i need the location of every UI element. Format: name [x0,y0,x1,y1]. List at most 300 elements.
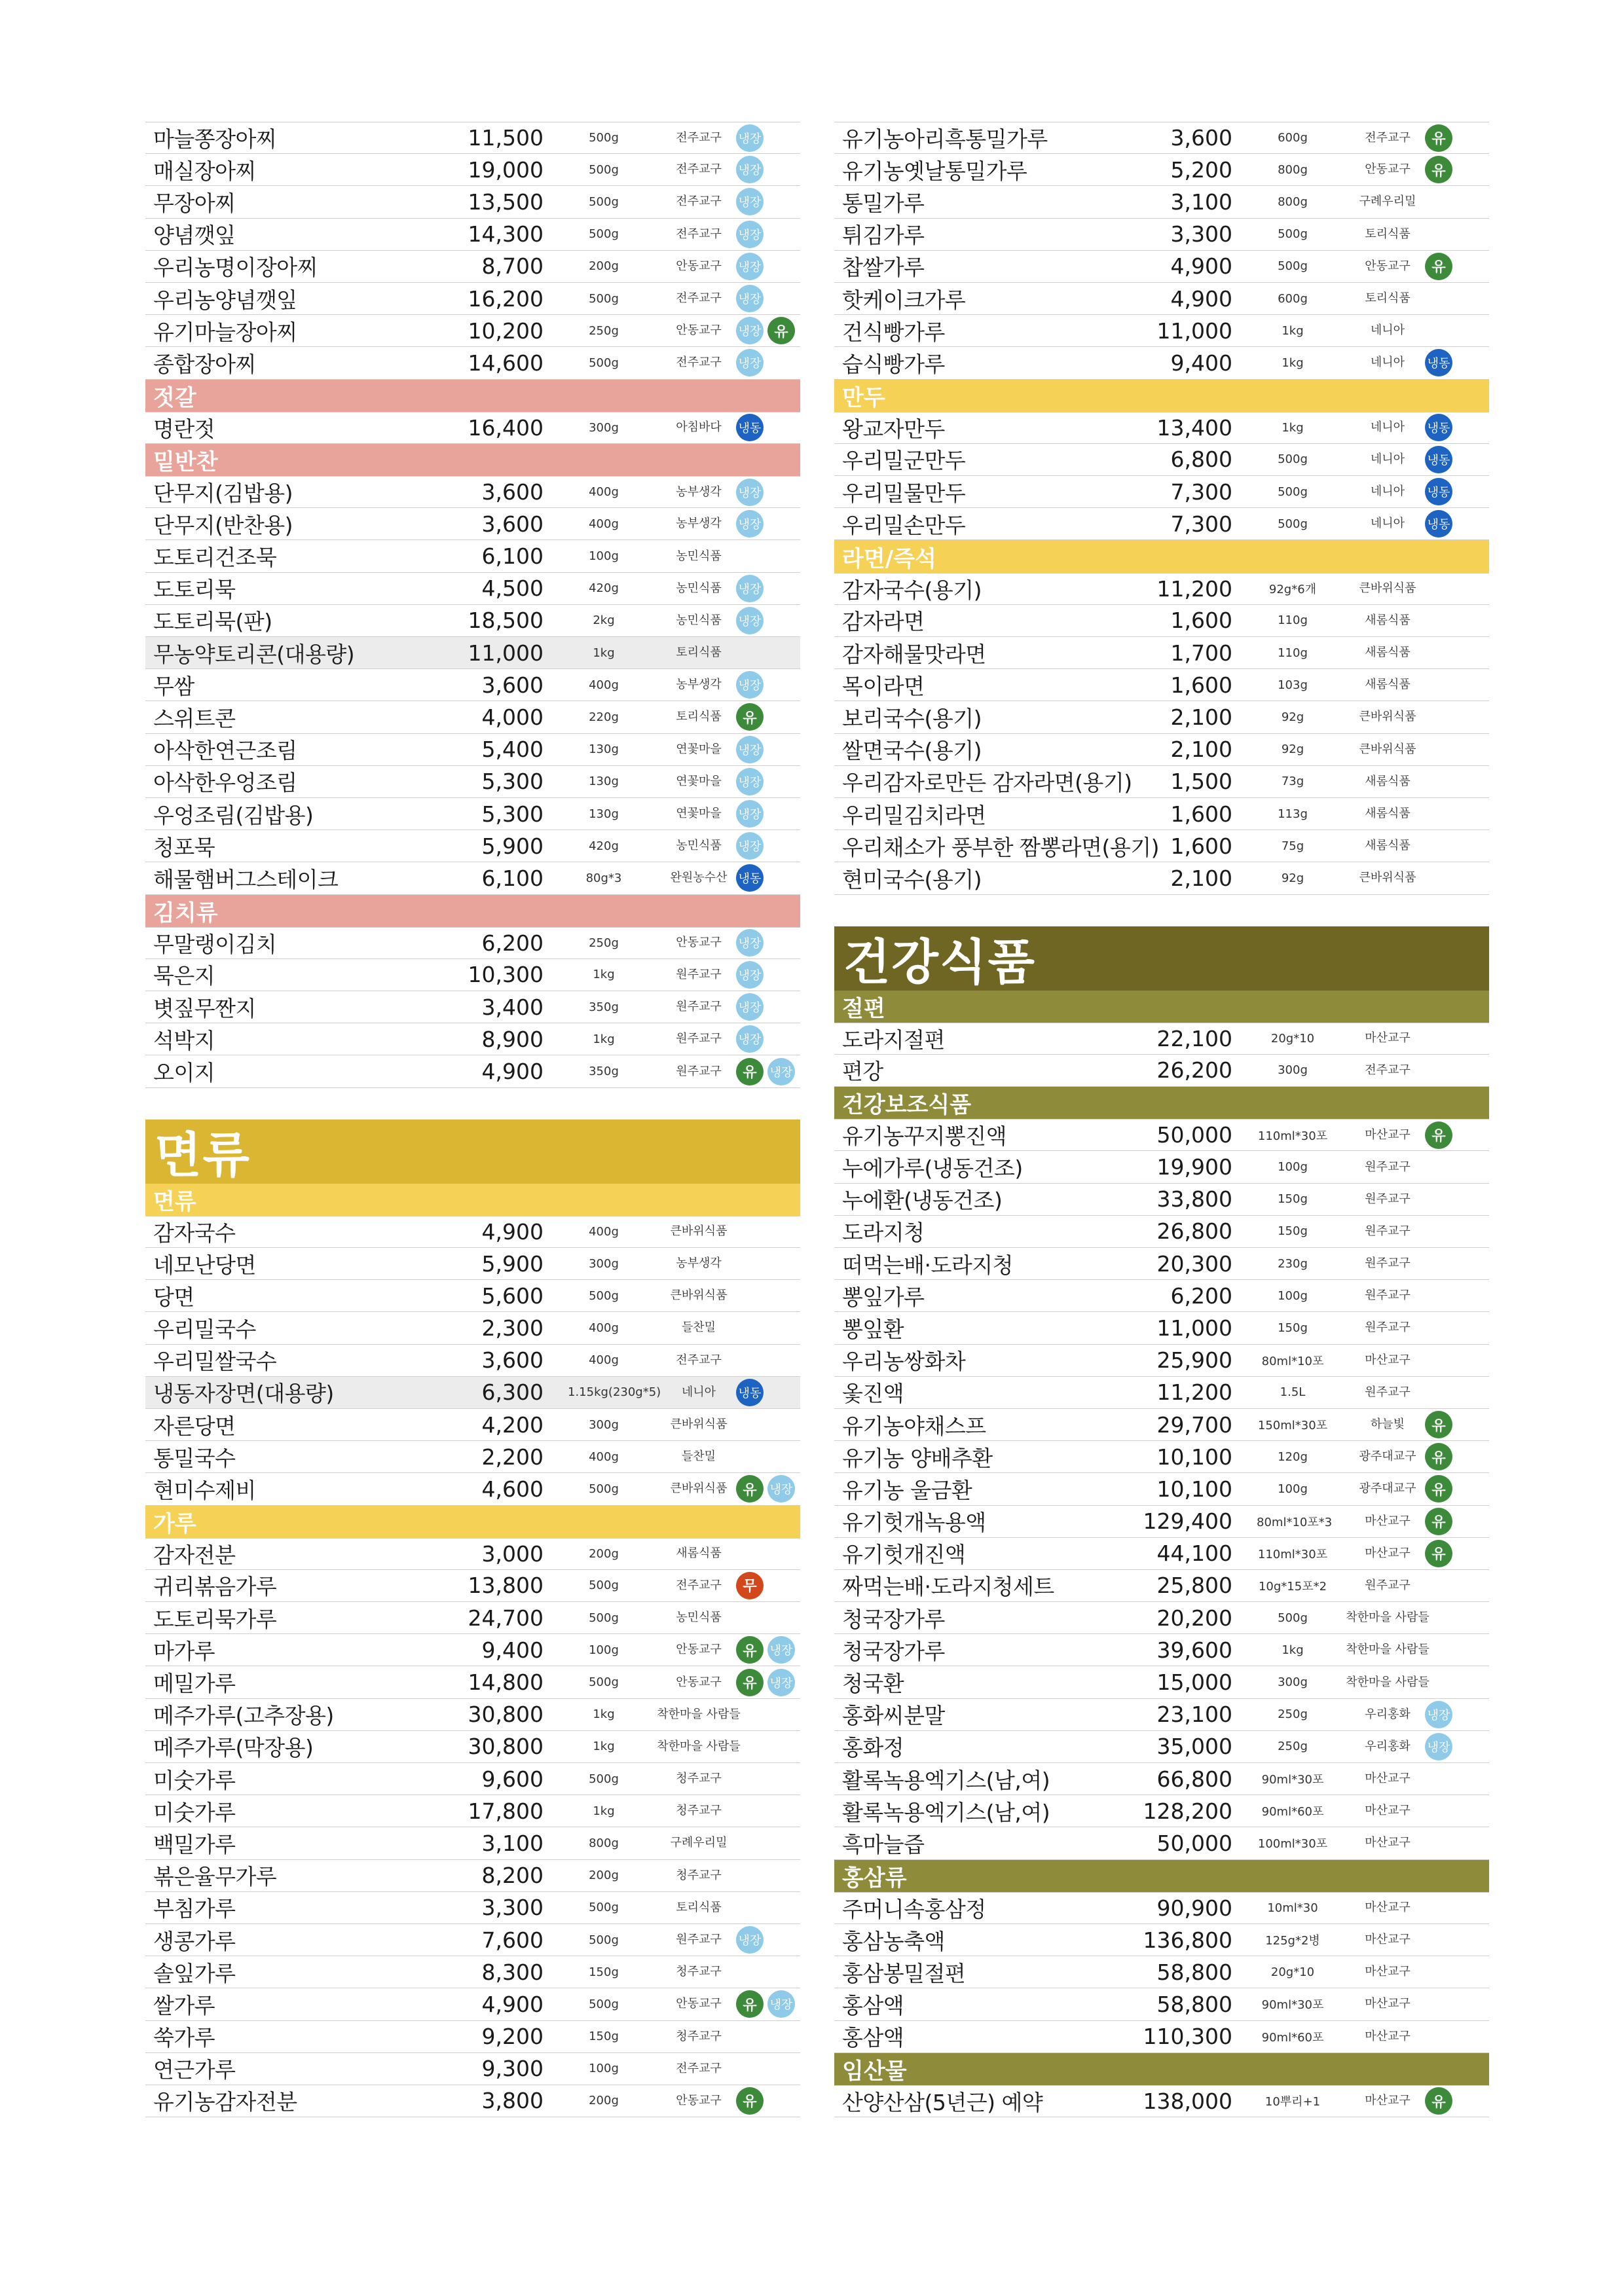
badge-group [736,864,764,892]
left-column [145,122,800,2117]
badge-group [736,575,764,602]
product-maker: 전주교구 [1365,130,1411,145]
product-unit: 500g [589,355,619,370]
product-price: 8,300 [481,1959,544,1985]
product-row [145,766,800,798]
product-row [145,1280,800,1312]
product-price: 6,300 [481,1379,544,1406]
product-name: 유기헛개녹용액 [842,1510,986,1536]
badge-group [736,671,764,699]
organic-badge-icon: 유 [1425,1540,1452,1567]
product-maker: 농민식품 [676,581,722,595]
badge-group [1425,1540,1452,1567]
product-price: 6,200 [1170,1283,1232,1309]
product-name: 도라지청 [842,1220,925,1246]
product-name: 감자라면 [842,609,925,635]
product-name: 무농약토리콘(대용량) [153,641,355,667]
product-name: 우리농명이장아찌 [153,255,318,281]
badge-group [736,479,764,506]
badge-group [736,1058,795,1085]
badge-group [1425,478,1452,505]
product-price: 6,800 [1170,446,1232,473]
product-maker: 우리홍화 [1365,1739,1411,1753]
product-name: 누에가루(냉동건조) [842,1156,1023,1182]
product-row [834,1666,1489,1698]
category-header: 김치류 [145,895,800,927]
product-maker: 안동교구 [676,1675,722,1689]
product-price: 3,600 [481,479,544,505]
product-name: 홍삼액 [842,1992,904,2018]
product-unit: 500g [589,194,619,209]
product-unit: 150g [589,1965,619,1979]
product-maker: 마산교구 [1365,1514,1411,1528]
product-maker: 안동교구 [1365,259,1411,273]
product-name: 도라지절편 [842,1027,945,1053]
category-header: 가루 [145,1506,800,1538]
product-price: 4,900 [481,1059,544,1085]
fridge-badge-icon: 냉장 [767,1636,795,1664]
product-price: 8,200 [481,1863,544,1889]
fridge-badge-icon: 냉장 [736,221,764,248]
product-maker: 전주교구 [676,194,722,209]
product-name: 유기농야채스프 [842,1413,986,1439]
product-unit: 100ml*30포 [1257,1837,1328,1851]
frozen-badge-icon: 냉동 [1425,478,1452,505]
product-maker: 마산교구 [1365,1031,1411,1046]
product-unit: 1kg [593,1032,615,1046]
product-name: 편강 [842,1059,883,1085]
product-name: 자른당면 [153,1413,236,1439]
product-unit: 300g [589,1256,619,1271]
product-name: 매실장아찌 [153,158,256,184]
product-row [145,1312,800,1344]
product-row [834,1023,1489,1055]
product-price: 6,100 [481,865,544,891]
product-row [145,1345,800,1377]
product-row [145,734,800,766]
product-price: 4,200 [481,1412,544,1438]
category-header: 라면/즉석 [834,540,1489,572]
product-maker: 원주교구 [676,1933,722,1947]
product-name: 튀김가루 [842,223,925,249]
product-maker: 토리식품 [676,1900,722,1914]
badge-group [1425,1475,1452,1503]
product-unit: 2kg [593,613,615,628]
product-price: 16,400 [468,414,544,441]
product-name: 도토리묵 [153,577,236,603]
product-unit: 10g*15포*2 [1258,1579,1327,1594]
badge-group [736,317,795,344]
fridge-badge-icon: 냉장 [736,317,764,344]
frozen-badge-icon: 냉동 [736,1379,764,1406]
product-maker: 광주대교구 [1359,1482,1416,1496]
product-maker: 큰바위식품 [670,1417,728,1432]
product-name: 쌀면국수(용기) [842,738,982,764]
organic-badge-icon: 유 [1425,253,1452,280]
product-name: 건식빵가루 [842,319,945,345]
product-unit: 10뿌리+1 [1264,2095,1321,2109]
product-row [145,122,800,154]
product-name: 습식빵가루 [842,351,945,377]
product-price: 5,300 [481,769,544,795]
product-name: 통밀국수 [153,1445,236,1471]
organic-badge-icon: 유 [1425,1121,1452,1149]
product-name: 석박지 [153,1027,215,1053]
category-header: 젓갈 [145,380,800,412]
badge-group [1425,446,1452,473]
product-price: 22,100 [1156,1025,1232,1051]
badge-group [736,736,764,763]
product-maker: 큰바위식품 [670,1224,728,1239]
product-price: 3,000 [481,1540,544,1567]
product-unit: 400g [589,1353,619,1368]
product-row [145,1666,800,1698]
product-name: 홍화정 [842,1735,904,1761]
product-unit: 150g [589,2030,619,2044]
badge-group [736,1990,795,2018]
product-name: 홍화씨분말 [842,1703,945,1729]
organic-badge-icon: 유 [1425,1508,1452,1535]
product-row [834,2021,1489,2053]
product-unit: 800g [1278,194,1308,209]
product-price: 7,300 [1170,479,1232,505]
product-price: 4,600 [481,1476,544,1502]
product-price: 5,200 [1170,156,1232,183]
product-maker: 네니아 [1370,517,1405,531]
organic-badge-icon: 유 [736,1636,764,1664]
product-maker: 큰바위식품 [1359,742,1416,756]
product-name: 쌀가루 [153,1992,215,2018]
frozen-badge-icon: 냉동 [1425,510,1452,538]
product-row [145,701,800,733]
product-row [834,1055,1489,1087]
product-price: 2,100 [1170,704,1232,730]
product-maker: 원주교구 [676,1032,722,1046]
product-row [145,830,800,862]
badge-group [736,124,764,152]
badge-group [736,510,764,538]
product-row [834,1827,1489,1859]
product-maker: 연꽃마을 [676,742,722,756]
product-maker: 착한마을 사람들 [657,1739,741,1753]
product-row [834,1151,1489,1183]
product-row [145,508,800,540]
product-row [834,766,1489,798]
frozen-badge-icon: 냉동 [736,414,764,441]
badge-group [736,253,764,280]
product-row [145,1216,800,1248]
product-name: 메주가루(막장용) [153,1735,314,1761]
section-title: 면류 [145,1120,800,1184]
product-unit: 100g [1278,1482,1308,1496]
fridge-badge-icon: 냉장 [736,800,764,828]
product-maker: 착한마을 사람들 [1346,1675,1430,1689]
product-price: 1,600 [1170,833,1232,859]
product-name: 짜먹는배·도라지청세트 [842,1574,1054,1600]
product-price: 24,700 [468,1605,544,1631]
category-header: 임산물 [834,2053,1489,2085]
product-price: 11,000 [468,640,544,666]
product-price: 20,200 [1156,1605,1232,1631]
product-unit: 500g [589,1288,619,1303]
product-name: 부침가루 [153,1896,236,1922]
badge-group [1425,1701,1452,1728]
organic-badge-icon: 유 [736,703,764,731]
product-row [834,605,1489,637]
product-row [145,927,800,959]
fridge-badge-icon: 냉장 [736,993,764,1021]
product-name: 유기농감자전분 [153,2089,297,2115]
product-name: 단무지(반찬용) [153,512,293,538]
product-unit: 73g [1281,774,1304,789]
product-row [834,1184,1489,1216]
free-badge-icon: 무 [736,1572,764,1599]
badge-group [736,1025,764,1053]
product-name: 무말랭이김치 [153,931,277,957]
product-unit: 1kg [1282,323,1304,338]
product-unit: 400g [589,517,619,531]
product-price: 11,000 [1156,318,1232,344]
product-maker: 네니아 [681,1385,716,1399]
product-row [834,154,1489,186]
product-name: 청국환 [842,1671,904,1697]
product-unit: 150g [1278,1321,1308,1335]
badge-group [736,800,764,828]
fridge-badge-icon: 냉장 [767,1990,795,2018]
product-price: 7,600 [481,1927,544,1953]
product-unit: 90ml*60포 [1261,1805,1324,1819]
product-unit: 350g [589,1065,619,1079]
product-maker: 우리홍화 [1365,1707,1411,1721]
product-maker: 전주교구 [676,162,722,177]
product-maker: 안동교구 [676,936,722,950]
product-maker: 농부생각 [676,517,722,531]
product-name: 우리밀국수 [153,1316,256,1342]
product-row [834,1441,1489,1473]
product-maker: 마산교구 [1365,2094,1411,2108]
product-maker: 청주교구 [676,1804,722,1818]
product-maker: 마산교구 [1365,1997,1411,2011]
product-price: 129,400 [1143,1508,1232,1535]
product-row [145,1538,800,1570]
product-maker: 청주교구 [676,1965,722,1979]
product-unit: 1kg [1282,355,1304,370]
product-unit: 300g [1278,1675,1308,1690]
product-unit: 130g [589,807,619,821]
product-name: 감자해물맛라면 [842,641,986,667]
product-unit: 420g [589,581,619,596]
product-name: 왕교자만두 [842,416,945,442]
product-name: 홍삼봉밀절편 [842,1960,966,1986]
product-row [834,1473,1489,1505]
product-price: 33,800 [1156,1186,1232,1212]
product-maker: 네니아 [1370,323,1405,338]
product-price: 20,300 [1156,1250,1232,1277]
product-name: 유기농옛날통밀가루 [842,158,1027,184]
product-row [834,1988,1489,2020]
product-maker: 전주교구 [676,2061,722,2075]
product-name: 도토리건조묵 [153,545,277,571]
product-name: 찹쌀가루 [842,255,925,281]
product-unit: 400g [589,485,619,500]
product-name: 홍삼액 [842,2025,904,2051]
badge-group [736,156,764,183]
product-price: 9,200 [481,2024,544,2050]
product-maker: 농민식품 [676,1611,722,1625]
product-unit: 130g [589,774,619,789]
product-name: 유기농 울금환 [842,1477,972,1503]
product-price: 14,800 [468,1669,544,1696]
product-name: 귀리볶음가루 [153,1574,277,1600]
product-maker: 하늘빛 [1370,1417,1405,1432]
product-name: 마가루 [153,1638,215,1664]
product-name: 유기농 양배추환 [842,1445,993,1471]
product-price: 3,300 [1170,221,1232,247]
product-price: 13,500 [468,189,544,215]
product-unit: 500g [589,1675,619,1690]
organic-badge-icon: 유 [1425,156,1452,183]
product-row [834,734,1489,766]
product-name: 감자전분 [153,1542,236,1568]
product-row [145,1795,800,1827]
product-unit: 150ml*30포 [1257,1419,1328,1433]
product-maker: 큰바위식품 [670,1288,728,1303]
product-maker: 새롬식품 [1365,646,1411,660]
badge-group [736,703,764,731]
product-price: 6,100 [481,543,544,570]
product-name: 도토리묵가루 [153,1606,277,1632]
product-price: 4,900 [481,1991,544,2017]
organic-badge-icon: 유 [1425,1475,1452,1503]
product-name: 뽕잎가루 [842,1284,925,1310]
product-price: 50,000 [1156,1830,1232,1856]
product-price: 2,100 [1170,865,1232,891]
product-unit: 420g [589,839,619,853]
product-maker: 원주교구 [1365,1256,1411,1271]
product-name: 볏짚무짠지 [153,995,256,1021]
product-name: 무쌈 [153,673,194,699]
product-price: 5,300 [481,801,544,827]
fridge-badge-icon: 냉장 [736,929,764,957]
product-name: 우리밀물만두 [842,480,966,506]
product-row [834,1538,1489,1570]
product-name: 우리밀김치라면 [842,802,986,828]
category-header: 홍삼류 [834,1860,1489,1892]
product-maker: 아침바다 [676,420,722,435]
product-unit: 500g [1278,484,1308,499]
organic-badge-icon: 유 [1425,124,1452,152]
product-maker: 청주교구 [676,1868,722,1882]
product-name: 아삭한연근조림 [153,738,297,764]
product-row [834,1892,1489,1924]
product-name: 스위트콘 [153,705,236,731]
product-price: 3,800 [481,2088,544,2114]
product-maker: 전주교구 [676,1578,722,1592]
product-row [145,412,800,444]
product-maker: 완원농수산 [670,871,728,885]
product-row [145,798,800,830]
product-row [145,2053,800,2085]
product-name: 유기헛개진액 [842,1542,966,1568]
badge-group [736,188,764,215]
product-name: 미숫가루 [153,1767,236,1793]
product-price: 3,600 [481,672,544,698]
product-row [145,1377,800,1409]
product-maker: 원주교구 [676,1000,722,1014]
product-unit: 1kg [1282,1643,1304,1657]
product-name: 메주가루(고추장용) [153,1703,334,1729]
category-header: 면류 [145,1184,800,1216]
product-price: 39,600 [1156,1637,1232,1663]
product-maker: 마산교구 [1365,1933,1411,1947]
product-unit: 500g [589,1772,619,1786]
product-row [834,830,1489,862]
product-row [834,476,1489,508]
product-row [145,1473,800,1505]
product-name: 솔잎가루 [153,1960,236,1986]
product-price: 25,800 [1156,1573,1232,1599]
product-price: 19,900 [1156,1154,1232,1180]
badge-group [736,1475,795,1503]
product-row [145,1860,800,1892]
product-maker: 구례우리밀 [1359,194,1416,209]
product-unit: 300g [1278,1063,1308,1078]
organic-badge-icon: 유 [736,1669,764,1696]
product-unit: 400g [589,678,619,692]
product-price: 4,000 [481,704,544,730]
product-price: 10,100 [1156,1476,1232,1502]
product-row [145,476,800,508]
product-name: 도토리묵(판) [153,609,272,635]
product-price: 110,300 [1143,2024,1232,2050]
product-maker: 마산교구 [1365,1772,1411,1786]
product-price: 3,300 [481,1895,544,1921]
product-maker: 원주교구 [1365,1385,1411,1399]
badge-group [1425,414,1452,441]
product-unit: 1kg [593,1707,615,1722]
product-name: 묵은지 [153,963,215,989]
product-row [834,798,1489,830]
badge-group [1425,124,1452,152]
product-unit: 350g [589,1000,619,1014]
product-maker: 들찬밀 [681,1321,716,1335]
category-header: 절편 [834,991,1489,1023]
product-maker: 안동교구 [676,259,722,273]
product-maker: 전주교구 [676,130,722,145]
product-maker: 큰바위식품 [1359,710,1416,724]
product-name: 미숫가루 [153,1799,236,1825]
organic-badge-icon: 유 [736,1475,764,1503]
product-maker: 마산교구 [1365,1127,1411,1142]
product-maker: 네니아 [1370,420,1405,435]
product-price: 29,700 [1156,1412,1232,1438]
product-maker: 네니아 [1370,355,1405,370]
product-row [145,186,800,218]
product-maker: 네니아 [1370,452,1405,466]
product-maker: 마산교구 [1365,1836,1411,1850]
badge-group [1425,2087,1452,2115]
product-unit: 100g [589,549,619,564]
product-price: 11,200 [1156,1379,1232,1406]
badge-group [736,1926,764,1954]
product-unit: 500g [589,131,619,145]
fridge-badge-icon: 냉장 [767,1058,795,1085]
product-name: 보리국수(용기) [842,705,982,731]
product-maker: 전주교구 [676,1353,722,1367]
product-name: 백밀가루 [153,1831,236,1857]
product-row [834,1763,1489,1795]
badge-group [736,221,764,248]
